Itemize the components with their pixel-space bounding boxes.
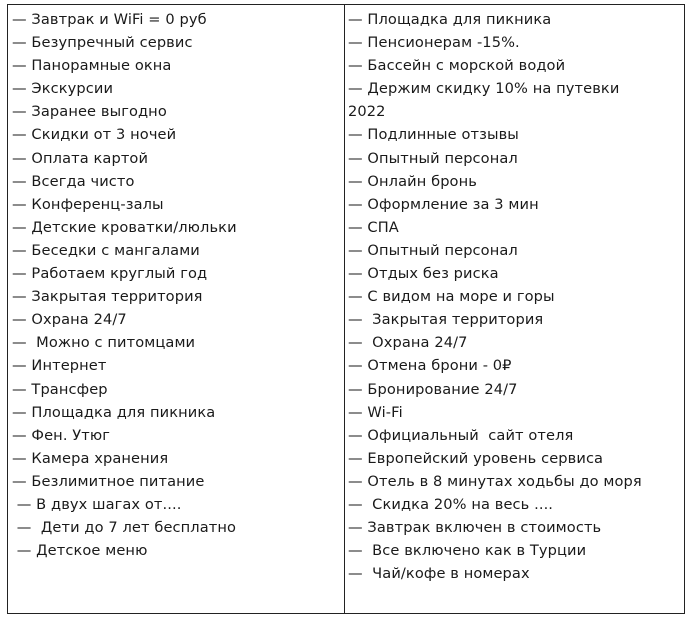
left-column-item: — Детское меню — [12, 542, 148, 560]
left-column-item: — Конференц-залы — [12, 195, 164, 213]
right-column-item: — Онлайн бронь — [348, 172, 477, 190]
right-column-item: — Wi-Fi — [348, 403, 403, 421]
left-column-item: — Оплата картой — [12, 149, 149, 167]
right-column-item: — Оформление за 3 мин — [348, 195, 539, 213]
left-column-item: — Экскурсии — [12, 80, 114, 98]
left-column-item: — Работаем круглый год — [12, 265, 208, 283]
right-column-item: — Площадка для пикника — [348, 11, 552, 28]
right-column-item: — Пенсионерам -15%. — [348, 34, 520, 52]
right-column-item: — Все включено как в Турции — [348, 542, 587, 560]
left-column-item: — Дети до 7 лет бесплатно — [12, 519, 237, 537]
right-column-item: — С видом на море и горы — [348, 288, 555, 306]
left-column-item: — Безлимитное питание — [12, 472, 205, 490]
left-column-item: — Трансфер — [12, 380, 108, 398]
right-column-item: — Подлинные отзывы — [348, 126, 519, 144]
left-column-item: — В двух шагах от.... — [12, 495, 182, 513]
left-column-item: — Интернет — [12, 357, 107, 375]
right-column-item: — Бассейн с морской водой — [348, 57, 566, 75]
right-column-item: — Держим скидку 10% на путевки — [348, 80, 620, 98]
feature-table — [7, 4, 685, 614]
left-column-item: — Камера хранения — [12, 449, 169, 467]
right-column-item: — Охрана 24/7 — [348, 334, 468, 352]
left-column-item: — Можно с питомцами — [12, 334, 196, 352]
left-column-item: — Охрана 24/7 — [12, 311, 127, 329]
right-column-item: — Официальный сайт отеля — [348, 426, 574, 444]
left-column-item: — Фен. Утюг — [12, 426, 111, 444]
left-column-item: — Детские кроватки/люльки — [12, 218, 237, 236]
left-column-item: — Панорамные окна — [12, 57, 172, 75]
right-column-item: 2022 — [348, 103, 386, 121]
right-column-item: — СПА — [348, 218, 399, 236]
left-column-item: — Беседки с мангалами — [12, 241, 200, 259]
right-column — [345, 5, 684, 613]
left-column — [8, 5, 345, 613]
right-column-item: — Европейский уровень сервиса — [348, 449, 604, 467]
right-column-item: — Завтрак включен в стоимость — [348, 519, 602, 537]
right-column-item: — Опытный персонал — [348, 241, 518, 259]
right-column-item: — Бронирование 24/7 — [348, 380, 518, 398]
right-column-item: — Отмена брони - 0₽ — [348, 357, 512, 375]
right-column-item: — Скидка 20% на весь .... — [348, 495, 554, 513]
right-column-item: — Чай/кофе в номерах — [348, 565, 530, 583]
left-column-item: — Заранее выгодно — [12, 103, 167, 121]
left-column-item: — Всегда чисто — [12, 172, 135, 190]
left-column-item: — Завтрак и WiFi = 0 руб — [12, 11, 207, 28]
right-column-item: — Отдых без риска — [348, 265, 499, 283]
right-column-item: — Закрытая территория — [348, 311, 544, 329]
left-column-item: — Скидки от 3 ночей — [12, 126, 177, 144]
left-column-item: — Безупречный сервис — [12, 34, 193, 52]
right-column-item: — Отель в 8 минутах ходьбы до моря — [348, 472, 642, 490]
left-column-item: — Площадка для пикника — [12, 403, 216, 421]
left-column-item: — Закрытая территория — [12, 288, 203, 306]
right-column-item: — Опытный персонал — [348, 149, 518, 167]
